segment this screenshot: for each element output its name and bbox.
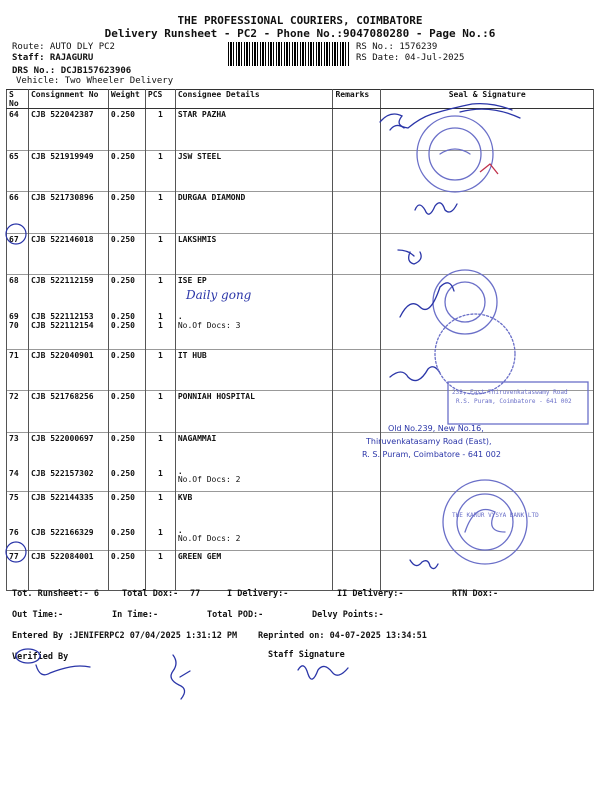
table-header [7,90,594,109]
route: Route: AUTO DLY PC2 [12,42,115,52]
table-row: 71 CJB 522040901 0.250 1 IT HUB [7,350,594,391]
barcode [228,42,350,66]
table-row: 64 CJB 522042387 0.250 1 STAR PAZHA [7,109,594,151]
stamp-line: 232, East Thiruvenkataswamy Road [452,389,568,396]
out-time: Out Time:- [12,610,64,620]
entered-by: Entered By :JENIFERPC2 07/04/2025 1:31:12 PM [12,631,238,641]
in-time: In Time:- [112,610,159,620]
table-row: 65 CJB 521919949 0.250 1 JSW STEEL [7,151,594,192]
drs-number: DRS No.: DCJB157623906 [12,66,132,76]
reprinted-on: Reprinted on: 04-07-2025 13:34:51 [258,631,427,641]
staff: Staff: RAJAGURU [12,53,94,63]
verified-by: Verified By [12,652,69,662]
delvy-points: Delvy Points:- [312,610,384,620]
total-dox-label: Total Dox:- [122,589,179,599]
col-weight: Weight [108,90,145,109]
handwritten-note: Daily gong [186,288,252,302]
col-remarks: Remarks [333,90,381,109]
rtn-dox: RTN Dox:- [452,589,499,599]
total-pod: Total POD:- [207,610,264,620]
vehicle: Vehicle: Two Wheeler Delivery [16,76,174,86]
table-row: 77 CJB 522084001 0.250 1 GREEN GEM [7,551,594,591]
staff-signature: Staff Signature [268,650,345,660]
kvb-stamp-text: THE KARUR VYSYA BANK LTD [452,512,539,519]
table-row: 67 CJB 522146018 0.250 1 LAKSHMIS [7,234,594,275]
col-consignee: Consignee Details [175,90,333,109]
table-row: 68 69 70 CJB 522112159 CJB 522112153 CJB 522112154 0.250 0.250 0.250 1 1 1 ISE EP . No.Of Docs: 3 [7,275,594,350]
table-row: 73 74 CJB 522000697 CJB 522157302 0.250 0.250 1 1 NAGAMMAI . No.Of Docs: 2 [7,433,594,492]
table-row: 66 CJB 521730896 0.250 1 DURGAA DIAMOND [7,192,594,234]
table-row: 75 76 CJB 522144335 CJB 522166329 0.250 0.250 1 1 KVB . No.Of Docs: 2 [7,492,594,551]
col-seal: Seal & Signature [381,90,594,109]
total-dox-value: 77 [190,589,201,599]
stamp-line: Old No.239, New No.16, [388,424,484,433]
runsheet-subtitle: Delivery Runsheet - PC2 - Phone No.:9047080280 - Page No.:6 [104,27,496,40]
stamp-line: R.S. Puram, Coimbatore - 641 002 [456,398,572,405]
tot-runsheet: Tot. Runsheet:- 6 [12,589,99,599]
ii-delivery: II Delivery:- [337,589,404,599]
rs-number: RS No.: 1576239 [356,42,438,52]
company-title: THE PROFESSIONAL COURIERS, COIMBATORE [177,14,423,27]
stamp-line: Thiruvenkatasamy Road (East), [366,437,492,446]
i-delivery: I Delivery:- [227,589,289,599]
col-consignment: Consignment No [28,90,108,109]
table-row: 72 CJB 521768256 0.250 1 PONNIAH HOSPITAL [7,391,594,433]
stamp-line: R. S. Puram, Coimbatore - 641 002 [362,450,501,459]
col-sno: S No [7,90,29,109]
rs-date: RS Date: 04-Jul-2025 [356,53,465,63]
col-pcs: PCS [145,90,175,109]
